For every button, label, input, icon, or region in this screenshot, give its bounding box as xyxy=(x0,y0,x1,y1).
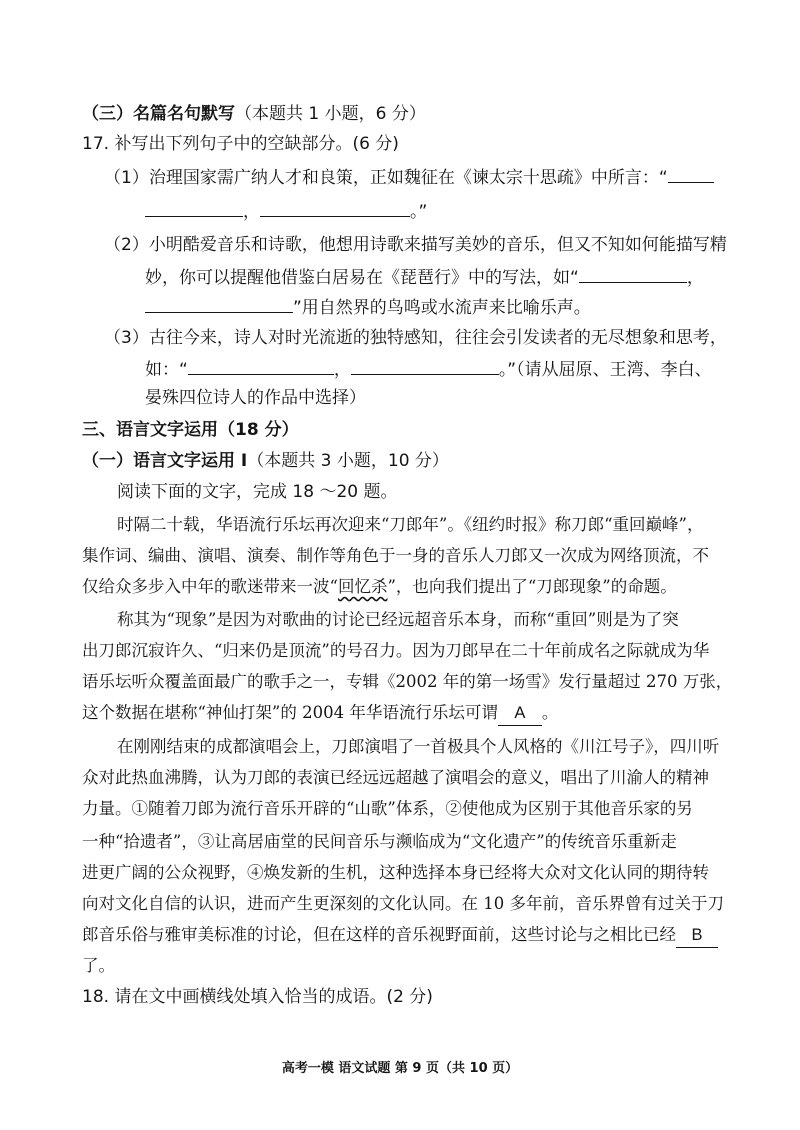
q17-item-1-end: 。” xyxy=(410,202,428,222)
part-3-sub-heading xyxy=(82,449,449,473)
q17-item-1-blank-3[interactable] xyxy=(260,198,410,217)
section-3-heading xyxy=(82,102,426,126)
wavy-underlined-word: 回忆杀 xyxy=(337,577,388,596)
q17-item-2-comma: ， xyxy=(686,268,704,288)
passage-line-15: 了。 xyxy=(82,956,115,975)
q17-item-3-comma: ， xyxy=(333,360,351,380)
passage-line-3 xyxy=(82,575,677,599)
part-3-sub-note: （本题共 3 小题，10 分） xyxy=(247,451,449,471)
blank-b[interactable]: B xyxy=(676,923,718,948)
q17-item-2-line-3 xyxy=(145,294,591,320)
q17-item-2-text: 妙，你可以提醒他借鉴白居易在《琵琶行》中的写法，如“ xyxy=(145,268,579,288)
q17-item-3-text-end: 。”（请从屈原、王湾、李白、 xyxy=(498,360,712,380)
reading-instruction: 阅读下面的文字，完成 18 ～20 题。 xyxy=(117,482,398,502)
passage-line-7 xyxy=(82,701,558,726)
q17-item-1-text: （1）治理国家需广纳人才和良策，正如魏征在《谏太宗十思疏》中所言：“ xyxy=(104,168,668,188)
q17-item-3-line-2 xyxy=(145,356,712,382)
passage-line-1: 时隔二十载，华语流行乐坛再次迎来“刀郎年”。《纽约时报》称刀郎“重回巅峰”， xyxy=(117,515,704,534)
q17-item-3-line-3: 晏殊四位诗人的作品中选择） xyxy=(145,388,366,408)
part-3-title: 三、语言文字运用（18 分） xyxy=(82,420,299,440)
section-3-note: （本题共 1 小题，6 分） xyxy=(235,104,426,124)
passage-line-11: 一种“拾遗者”，③让高居庙堂的民间音乐与濒临成为“文化遗产”的传统音乐重新走 xyxy=(82,832,677,851)
q17-item-2-line-1: （2）小明酷爱音乐和诗歌，他想用诗歌来描写美妙的音乐，但又不知如何能描写精 xyxy=(104,235,727,255)
q17-stem: 17. 补写出下列句子中的空缺部分。(6 分) xyxy=(82,134,399,154)
passage-line-7-end: 。 xyxy=(541,703,559,722)
q17-item-3-blank-2[interactable] xyxy=(351,356,499,375)
q17-item-2-blank-1[interactable] xyxy=(579,264,687,283)
q17-item-1-blank-1[interactable] xyxy=(668,164,714,183)
passage-line-3-text: 仅给众多步入中年的歌迷带来一波“ xyxy=(82,577,338,596)
q17-item-1-blank-2[interactable] xyxy=(145,198,243,217)
passage-line-14-text: 郎音乐俗与雅审美标准的讨论，但在这样的音乐视野面前，这些讨论与之相比已经 xyxy=(82,925,676,944)
q18-stem: 18. 请在文中画横线处填入恰当的成语。(2 分) xyxy=(82,987,433,1007)
passage-line-12: 进更广阔的公众视野，④焕发新的生机，这种选择本身已经将大众对文化认同的期待转 xyxy=(82,863,709,882)
q17-item-1-comma: ， xyxy=(243,202,260,222)
q17-item-3-blank-1[interactable] xyxy=(188,356,334,375)
q17-item-3-text: 如：“ xyxy=(145,360,188,380)
q17-item-2-text-end: ”用自然界的鸟鸣或水流声来比喻乐声。 xyxy=(293,298,591,318)
passage-line-3-text-end: ”，也向我们提出了“刀郎现象”的命题。 xyxy=(387,577,677,596)
q17-item-2-blank-2[interactable] xyxy=(145,294,293,313)
passage-line-4: 称其为“现象”是因为对歌曲的讨论已经远超音乐本身，而称“重回”则是为了突 xyxy=(117,610,679,629)
passage-line-5: 出刀郎沉寂许久、“归来仍是顶流”的号召力。因为刀郎早在二十年前成名之际就成为华 xyxy=(82,641,710,660)
q17-item-1-line-1 xyxy=(104,164,714,190)
passage-line-14 xyxy=(82,923,718,948)
passage-line-2: 集作词、编曲、演唱、演奏、制作等角色于一身的音乐人刀郎又一次成为网络顶流，不 xyxy=(82,546,709,565)
passage-line-8: 在刚刚结束的成都演唱会上，刀郎演唱了一首极具个人风格的《川江号子》，四川听 xyxy=(117,737,720,756)
passage-line-10: 力量。①随着刀郎为流行音乐开辟的“山歌”体系，②使他成为区别于其他音乐家的另 xyxy=(82,799,693,818)
passage-line-13: 向对文化自信的认识，进而产生更深刻的文化认同。在 10 多年前，音乐界曾有过关于刀 xyxy=(82,894,724,913)
blank-a[interactable]: A xyxy=(498,701,542,726)
q17-item-2-line-2 xyxy=(145,264,704,290)
q17-item-3-line-1: （3）古往今来，诗人对时光流逝的独特感知，往往会引发读者的无尽想象和思考， xyxy=(104,328,727,348)
q17-item-1-line-2 xyxy=(145,198,427,224)
passage-line-9: 众对此热血沸腾，认为刀郎的表演已经远远超越了演唱会的意义，唱出了川渝人的精神 xyxy=(82,768,709,787)
section-3-title: （三）名篇名句默写 xyxy=(82,104,235,124)
part-3-sub-title: （一）语言文字运用 I xyxy=(82,451,248,471)
passage-line-6: 语乐坛听众覆盖面最广的歌手之一，专辑《2002 年的第一场雪》发行量超过 270 万张， xyxy=(82,672,733,691)
passage-line-7-text: 这个数据在堪称“神仙打架”的 2004 年华语流行乐坛可谓 xyxy=(82,703,498,722)
page-footer: 高考一模 语文试题 第 9 页（共 10 页） xyxy=(281,1061,519,1076)
